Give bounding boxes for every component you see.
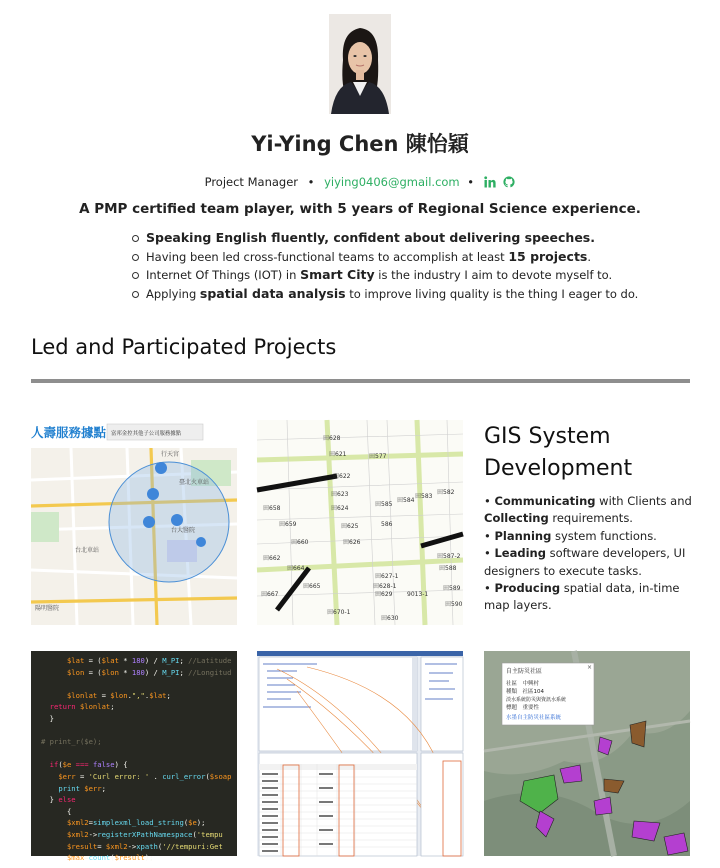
list-item: • Planning system functions.	[484, 528, 657, 543]
project-thumbnail-service-map[interactable]	[31, 420, 237, 625]
svg-text:田582: 田582	[437, 489, 455, 496]
list-item: • Producing spatial data, in-time map layers.	[484, 581, 680, 613]
svg-text:田624: 田624	[331, 505, 349, 512]
svg-text:標題 重要性: 標題 重要性	[506, 705, 540, 711]
project-thumbnail-code[interactable]: $lat = ($lat * 180) / M_PI; //Latitude $lon = ($lon * 180) / M_PI; //Longitud $lonlat = $lon.",".$lat; return $lonlat; } # print_r($e); if($e === false) { $err = 'Curl error: ' . curl_error($soap print $err; } else { $xml2=simplexml_load_string($e); $xml2->registerXPathNamespace('tempu $result= $xml2->xpath('//tempuri:Get $max=count($result);	[31, 651, 237, 856]
svg-text:種類 社區104: 種類 社區104	[506, 689, 544, 695]
svg-text:陽明醫院: 陽明醫院	[35, 605, 60, 612]
svg-text:田660: 田660	[291, 539, 309, 546]
svg-text:田587-2: 田587-2	[437, 553, 461, 560]
popup-link: 水墨自主防災社區系統	[506, 715, 562, 721]
map-button: 富邦金控其他子公司服務據點	[111, 431, 182, 437]
divider	[31, 379, 690, 383]
list-item: • Leading software developers, UI designers to execute tasks.	[484, 546, 686, 578]
role: Project Manager	[204, 175, 299, 189]
svg-text:586: 586	[381, 521, 393, 528]
svg-text:田658: 田658	[263, 505, 281, 512]
svg-text:田629: 田629	[375, 591, 393, 598]
svg-text:田583: 田583	[415, 493, 433, 500]
list-item: Having been led cross-functional teams to accomplish at least 15 projects.	[132, 248, 638, 267]
avatar	[329, 14, 391, 114]
svg-text:田623: 田623	[331, 491, 349, 498]
section-title: Led and Participated Projects	[31, 335, 337, 359]
svg-text:田585: 田585	[375, 501, 393, 508]
popup-title: 自主防災社區	[506, 668, 543, 675]
svg-text:×: ×	[587, 664, 593, 671]
svg-text:台大醫院: 台大醫院	[171, 527, 196, 534]
svg-text:田628-1: 田628-1	[373, 583, 397, 590]
contact-line	[0, 175, 720, 191]
svg-text:臺北火車站: 臺北火車站	[179, 479, 210, 486]
svg-text:田667: 田667	[261, 591, 279, 598]
email-link[interactable]: yiying0406@gmail.com	[324, 175, 460, 189]
svg-text:行天宮: 行天宮	[161, 451, 180, 458]
headline: A PMP certified team player, with 5 years of Regional Science experience.	[79, 201, 641, 217]
list-item: • Communicating with Clients and Collecting requirements.	[484, 494, 692, 526]
map-heading: 人壽服務據點	[31, 425, 107, 440]
list-item: Internet Of Things (IOT) in Smart City is the industry I aim to devote myself to.	[132, 266, 638, 285]
svg-text:淡水系統防災與資訊水系統: 淡水系統防災與資訊水系統	[506, 697, 567, 703]
svg-text:田670-1: 田670-1	[327, 609, 351, 616]
svg-text:田626: 田626	[343, 539, 361, 546]
svg-text:田589: 田589	[443, 585, 461, 592]
svg-text:台北車站: 台北車站	[75, 547, 100, 554]
separator: •	[307, 175, 315, 189]
svg-text:田588: 田588	[439, 565, 457, 572]
project-thumbnail-parcel-map[interactable]	[257, 420, 463, 625]
svg-text:田590: 田590	[445, 601, 463, 608]
project-title: GIS System Development	[484, 424, 633, 481]
svg-text:田584: 田584	[397, 497, 415, 504]
svg-text:田625: 田625	[341, 523, 359, 530]
svg-text:田665: 田665	[303, 583, 321, 590]
linkedin-icon[interactable]	[484, 176, 496, 191]
svg-text:社區 中興村: 社區 中興村	[506, 681, 540, 687]
project-thumbnail-satellite-map[interactable]	[484, 651, 690, 856]
svg-text:田628: 田628	[323, 435, 341, 442]
project-description	[484, 493, 694, 615]
svg-text:田621: 田621	[329, 451, 347, 458]
svg-text:田659: 田659	[279, 521, 297, 528]
highlights-list	[132, 229, 638, 303]
list-item: Applying spatial data analysis to improve living quality is the thing I eager to do.	[132, 285, 638, 304]
svg-text:田664: 田664	[287, 565, 305, 572]
separator: •	[467, 175, 475, 189]
svg-text:田662: 田662	[263, 555, 281, 562]
svg-text:田627-1: 田627-1	[375, 573, 399, 580]
list-item: Speaking English fluently, confident about delivering speeches.	[132, 229, 638, 248]
profile-name: Yi-Ying Chen 陳怡穎	[251, 132, 469, 156]
svg-text:田577: 田577	[369, 453, 387, 460]
svg-text:9013-1: 9013-1	[407, 591, 429, 598]
github-icon[interactable]	[503, 176, 515, 191]
svg-text:田630: 田630	[381, 615, 399, 622]
project-thumbnail-database[interactable]	[257, 651, 463, 856]
svg-text:田622: 田622	[333, 473, 351, 480]
